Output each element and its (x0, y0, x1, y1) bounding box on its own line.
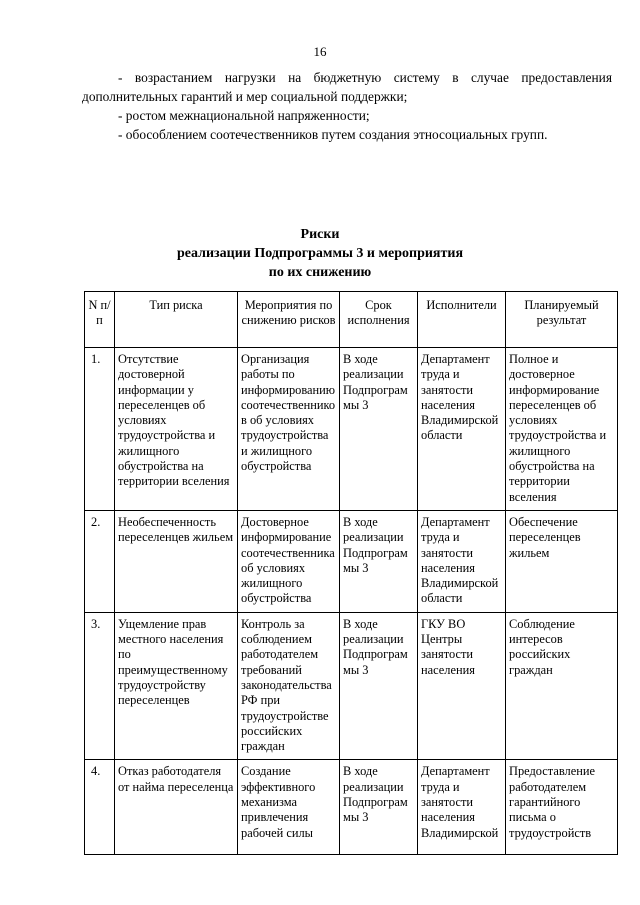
measures-cell: Достоверное информирование соотечественника об условиях жилищного обустройства (238, 510, 340, 612)
measures-cell: Организация работы по информированию соотечественников об условиях трудоустройства и жилищного обустройства (238, 348, 340, 511)
executor-cell: Департамент труда и занятости населения Владимирской области (418, 348, 506, 511)
header-result: Планируемый результат (506, 292, 618, 348)
result-cell: Полное и достоверное информирование переселенцев об условиях трудоустройства и жилищного обустройства на территории вселения (506, 348, 618, 511)
risks-table (84, 291, 618, 855)
row-number: 4. (85, 760, 115, 855)
header-measures: Мероприятия по снижению рисков (238, 292, 340, 348)
executor-cell: Департамент труда и занятости населения Владимирской области (418, 510, 506, 612)
risk-type-cell: Ущемление прав местного населения по преимущественному трудоустройству переселенцев (115, 612, 238, 760)
header-term: Срок исполнения (340, 292, 418, 348)
executor-cell: Департамент труда и занятости населения Владимирской (418, 760, 506, 855)
header-risk-type: Тип риска (115, 292, 238, 348)
risk-type-cell: Необеспеченность переселенцев жильем (115, 510, 238, 612)
header-number: N п/п (85, 292, 115, 348)
table-row (85, 510, 618, 612)
row-number: 3. (85, 612, 115, 760)
term-cell: В ходе реализации Подпрограммы 3 (340, 510, 418, 612)
heading-line-1: Риски (300, 227, 340, 242)
row-number: 1. (85, 348, 115, 511)
heading-line-2: реализации Подпрограммы 3 и мероприятия (176, 246, 464, 261)
result-cell: Предоставление работодателем гарантийного письма о трудоустройств (506, 760, 618, 855)
term-cell: В ходе реализации Подпрограммы 3 (340, 348, 418, 511)
executor-cell: ГКУ ВО Центры занятости населения (418, 612, 506, 760)
result-cell: Соблюдение интересов российских граждан (506, 612, 618, 760)
measures-cell: Контроль за соблюдением работодателем требований законодательства РФ при трудоустройстве российских граждан (238, 612, 340, 760)
table-row (85, 348, 618, 511)
result-cell: Обеспечение переселенцев жильем (506, 510, 618, 612)
table-header-row (85, 292, 618, 348)
measures-cell: Создание эффективного механизма привлечения рабочей силы (238, 760, 340, 855)
term-cell: В ходе реализации Подпрограммы 3 (340, 760, 418, 855)
intro-line-tension: - ростом межнациональной напряженности; (118, 108, 370, 123)
page-number: 16 (313, 44, 327, 59)
heading-line-3: по их снижению (268, 265, 372, 280)
term-cell: В ходе реализации Подпрограммы 3 (340, 612, 418, 760)
header-executors: Исполнители (418, 292, 506, 348)
intro-text (82, 68, 612, 144)
intro-line-budget: - возрастанием нагрузки на бюджетную систему в случае предоставления дополнительных гарантий и мер социальной поддержки; (82, 70, 612, 104)
table-row (85, 612, 618, 760)
risk-type-cell: Отсутствие достоверной информации у переселенцев об условиях трудоустройства и жилищного обустройства на территории вселения (115, 348, 238, 511)
section-heading (0, 225, 640, 282)
row-number: 2. (85, 510, 115, 612)
table-row (85, 760, 618, 855)
intro-line-isolation: - обособлением соотечественников путем создания этносоциальных групп. (118, 127, 548, 142)
risk-type-cell: Отказ работодателя от найма переселенца (115, 760, 238, 855)
